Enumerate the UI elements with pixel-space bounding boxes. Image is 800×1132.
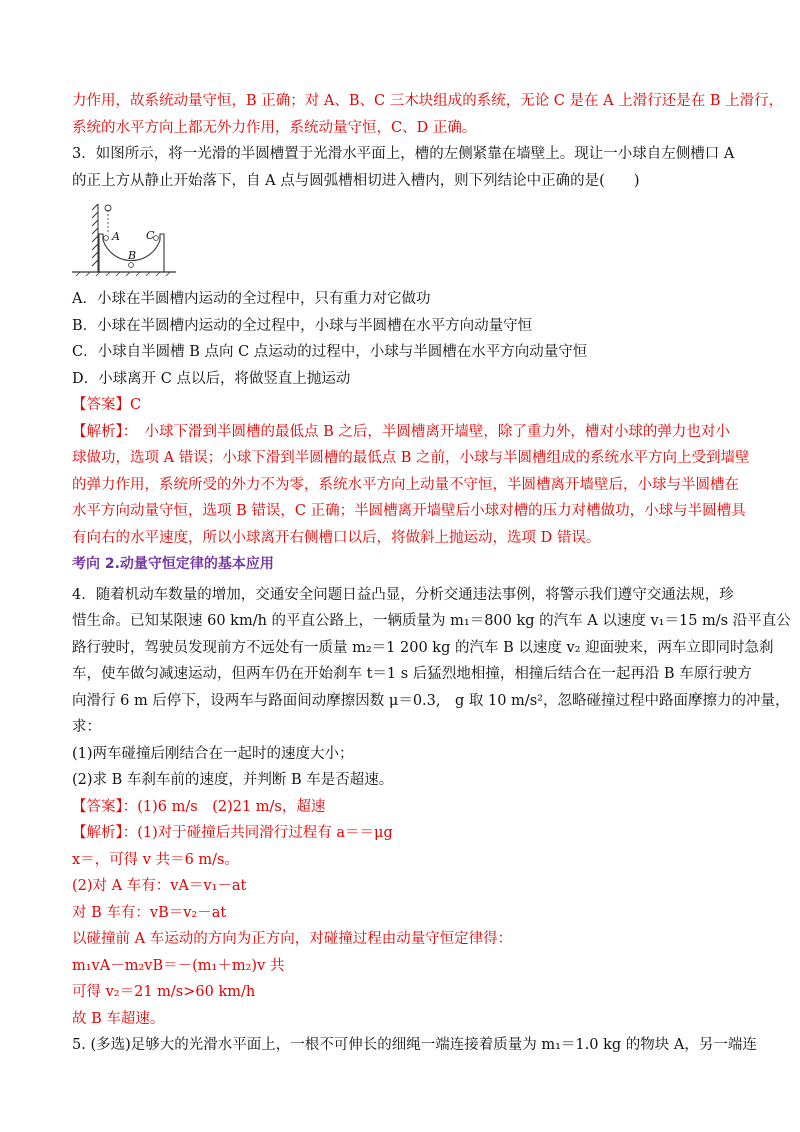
q3-answer: 【答案】C [72,397,142,413]
q3-option-c: C．小球自半圆槽 B 点向 C 点运动的过程中，小球与半圆槽在水平方向动量守恒 [72,344,588,360]
q3-option-b: B．小球在半圆槽内运动的全过程中，小球与半圆槽在水平方向动量守恒 [72,317,533,334]
q4-analysis-line-7: 可得 v₂＝21 m/s>60 km/h [72,984,256,1000]
q3-analysis-line-4: 水平方向动量守恒，选项 B 错误，C 正确；半圆槽离开墙壁后小球对槽的压力对槽做功，小球与半圆槽具 [72,503,746,519]
q3-option-d: D．小球离开 C 点以后，将做竖直上抛运动 [72,370,351,387]
q4-stem-line-1: 4．随着机动车数量的增加，交通安全问题日益凸显，分析交通违法事例，将警示我们遵守交通法规，珍 [72,586,734,603]
q4-analysis-line-1: 【解析】：(1)对于碰撞后共同滑行过程有 a＝＝μg [72,825,393,841]
prev-analysis-line-1: 力作用，故系统动量守恒，B 正确；对 A、B、C 三木块组成的系统，无论 C 是在 A 上滑行还是在 B 上滑行， [72,93,784,109]
q3-stem-line-2: 的正上方从静止开始落下，自 A 点与圆弧槽相切进入槽内，则下列结论中正确的是( ) [72,172,640,189]
q4-part-2: (2)求 B 车刹车前的速度，并判断 B 车是否超速。 [72,772,394,788]
q4-analysis-line-5: 以碰撞前 A 车运动的方向为正方向，对碰撞过程由动量守恒定律得： [72,931,513,947]
q4-analysis-line-8: 故 B 车超速。 [72,1010,165,1027]
q3-analysis-line-1: 【解析】： 小球下滑到半圆槽的最低点 B 之后，半圆槽离开墙壁，除了重力外，槽对小球的弹力也对小 [72,423,730,440]
q3-option-a: A．小球在半圆槽内运动的全过程中，只有重力对它做功 [72,291,431,307]
section-title: 考向 2.动量守恒定律的基本应用 [72,556,274,572]
q3-figure [72,198,182,280]
figure-label-b: B [128,249,137,262]
q3-stem-line-1: 3．如图所示，将一光滑的半圆槽置于光滑水平面上，槽的左侧紧靠在墙壁上。现让一小球自左侧槽口 A [72,146,735,162]
figure-label-c: C [146,229,155,242]
prev-analysis-line-2: 系统的水平方向上都无外力作用，系统动量守恒，C、D 正确。 [72,119,477,136]
q4-analysis-line-6: m₁vA－m₂vB＝－(m₁＋m₂)v 共 [72,957,285,974]
q4-analysis-line-2: x＝，可得 v 共＝6 m/s。 [72,851,239,868]
q4-answer: 【答案】：(1)6 m/s (2)21 m/s，超速 [72,798,326,815]
q4-analysis-line-4: 对 B 车有：vB＝v₂－at [72,904,227,921]
q3-analysis-line-2: 球做功，选项 A 错误；小球下滑到半圆槽的最低点 B 之前，小球与半圆槽组成的系统水平方向上受到墙壁 [72,450,750,466]
q3-analysis-line-3: 的弹力作用，系统所受的外力不为零，系统水平方向上动量不守恒，半圆槽离开墙壁后，小球与半圆槽在 [72,476,739,493]
document-page [72,88,791,1059]
q4-stem-line-6: 求： [72,719,101,735]
q4-stem-line-2: 惜生命。已知某限速 60 km/h 的平直公路上，一辆质量为 m₁＝800 kg 的汽车 A 以速度 v₁＝15 m/s 沿平直公 [72,613,791,629]
q3-analysis-line-5: 有向右的水平速度，所以小球离开右侧槽口以后，将做斜上抛运动，选项 D 错误。 [72,529,601,546]
figure-label-a: A [112,230,120,243]
q4-stem-line-4: 车，使车做匀减速运动，但两车仍在开始刹车 t＝1 s 后猛烈地相撞，相撞后结合在一起再沿 B 车原行驶方 [72,666,752,682]
q4-analysis-line-3: (2)对 A 车有：vA＝v₁－at [72,878,247,894]
q5-stem: 5. (多选)足够大的光滑水平面上，一根不可伸长的细绳一端连接着质量为 m₁＝1.0 kg 的物块 A，另一端连 [72,1037,757,1053]
semicircle-trough-diagram [72,198,182,280]
q4-part-1: (1)两车碰撞后刚结合在一起时的速度大小； [72,745,354,762]
q4-stem-line-3: 路行驶时，驾驶员发现前方不远处有一质量 m₂＝1 200 kg 的汽车 B 以速度 v₂ 迎面驶来，两车立即同时急刹 [72,639,774,656]
q4-stem-line-5: 向滑行 6 m 后停下，设两车与路面间动摩擦因数 μ＝0.3, g 取 10 m/s²，忽略碰撞过程中路面摩擦力的冲量， [72,692,790,709]
